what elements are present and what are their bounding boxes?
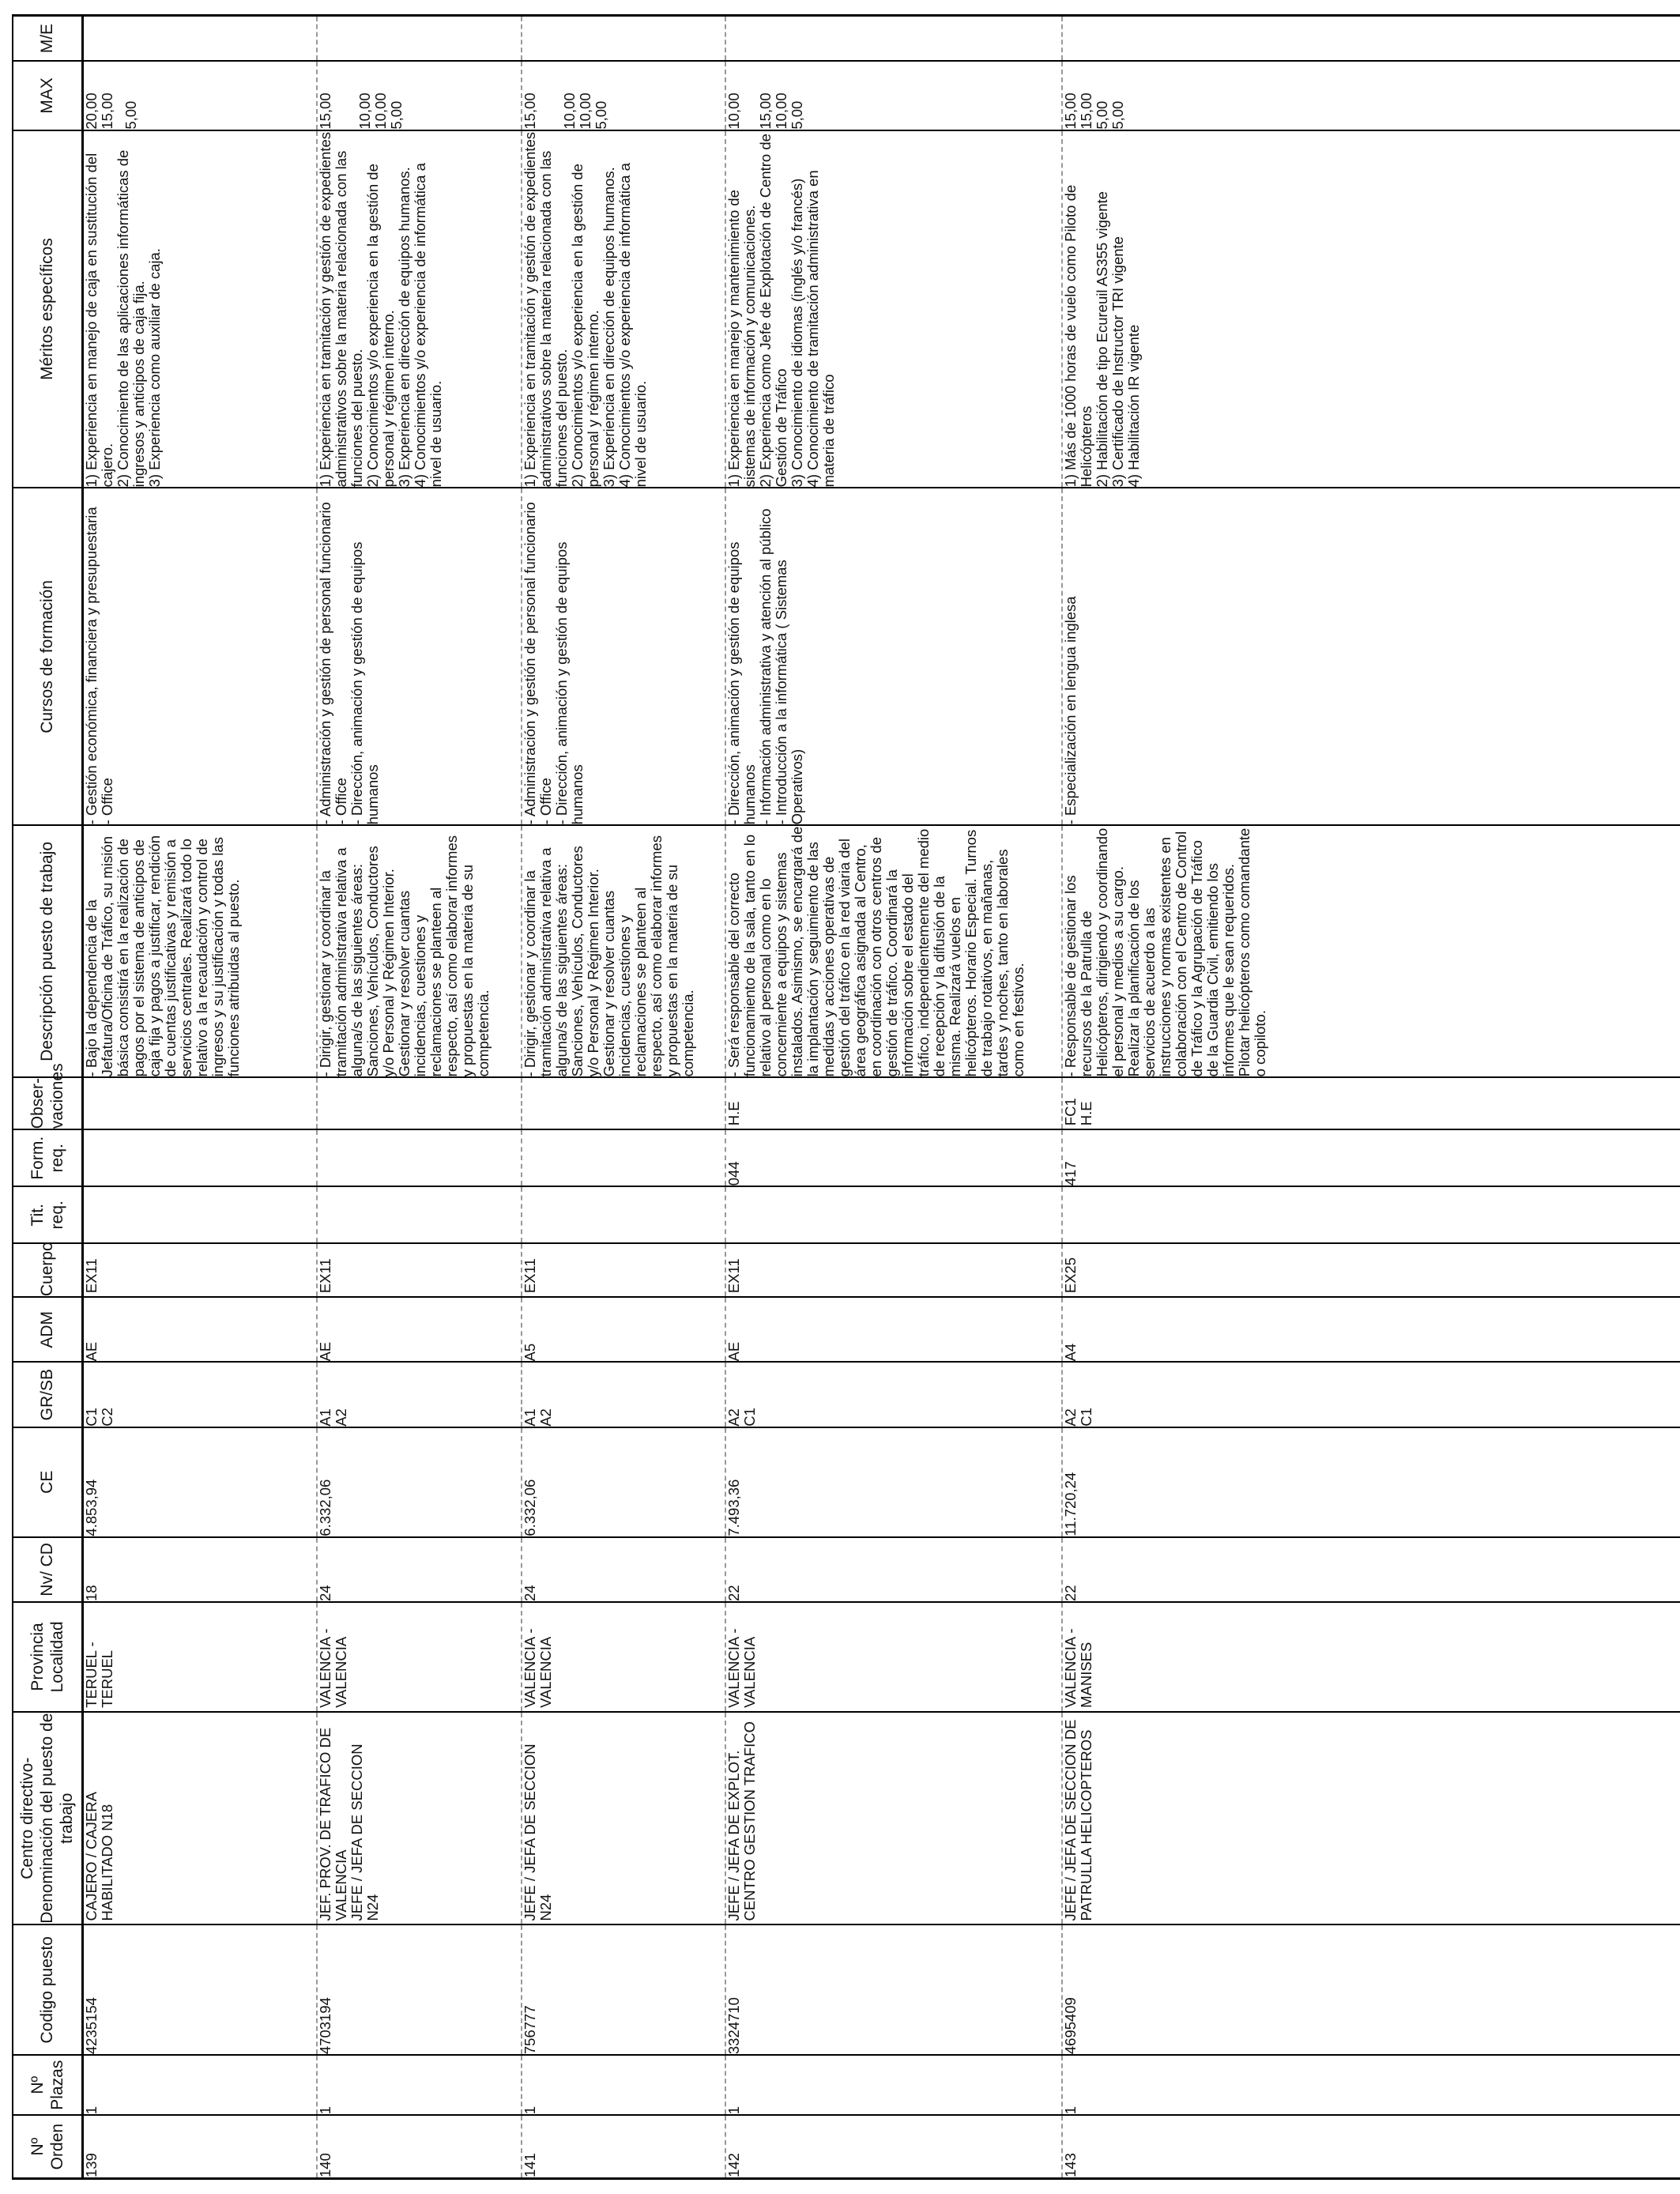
header-row	[13, 16, 82, 2179]
merito-item: 1) Más de 1000 horas de vuelo como Piloto de Helicópteros	[1061, 184, 1094, 488]
tit-cell	[82, 1186, 317, 1243]
merito-item: 3) Experiencia como auxiliar de caja.	[145, 248, 163, 488]
adm-cell: AE	[725, 1297, 1061, 1362]
codigo-cell: 4235154	[82, 1924, 317, 2055]
merito-item: 2) Conocimiento de las aplicaciones informáticas de ingresos y anticipos de caja fija.	[114, 149, 147, 488]
header-cuerpo: Cuerpo	[13, 1243, 82, 1297]
header-nvcd: Nv/ CD	[13, 1537, 82, 1602]
nvcd-cell: 22	[1062, 1537, 1680, 1602]
positions-table	[12, 14, 1680, 2180]
tit-cell	[317, 1186, 522, 1243]
orden-cell: 142	[725, 2115, 1061, 2178]
max-cell	[522, 61, 726, 130]
orden-cell: 139	[82, 2115, 317, 2178]
grsb-cell: A1 A2	[522, 1362, 726, 1427]
max-value: 15,00	[98, 92, 115, 130]
max-value: 5,00	[388, 100, 405, 130]
max-value: 20,00	[82, 92, 100, 130]
meritos-cell	[1062, 130, 1680, 488]
nvcd-cell: 22	[725, 1537, 1061, 1602]
header-descripcion: Descripción puesto de trabajo	[13, 825, 82, 1077]
descripcion-cell: - Bajo la dependencia de la Jefatura/Oficina de Tráfico, su misión básica consistirá en la realización de pagos por el sistema de anticipos de caja fija y pagos a justificar, rendición de cuentas justificativas y remisión a servicios centrales. Realizará todo lo relativo a la recaudación y control de ingresos y su justificación y todas las funciones atribuidas al puesto.	[82, 825, 317, 1077]
provincia-cell: TERUEL - TERUEL	[82, 1602, 317, 1712]
form-cell	[317, 1129, 522, 1186]
header-grsb: GR/SB	[13, 1362, 82, 1427]
header-tit: Tit. req.	[13, 1186, 82, 1243]
header-codigo: Codigo puesto	[13, 1924, 82, 2055]
max-value: 15,00	[317, 92, 334, 130]
descripcion-cell: - Responsable de gestionar los recursos de la Patrulla de Helicópteros, dirigiendo y coordinando el personal y medios a su cargo. Realizar la planificación de los servicios de acuerdo a las instrucciones y normas existentes en colaboración con el Centro de Control de Tráfico y la Agrupación de Tráfico de la Guardia Civil, emitiendo los informes que le sean requeridos. Pilotar helicópteros como comandante o copiloto.	[1062, 825, 1680, 1077]
max-value: 15,00	[757, 92, 774, 130]
merito-item: 3) Experiencia en dirección de equipos humanos.	[396, 167, 413, 488]
merito-item: 1) Experiencia en tramitación y gestión de expedientes administrativos sobre la materia relacionada con las funciones del puesto.	[317, 132, 366, 488]
max-cell	[725, 61, 1061, 130]
max-value: 5,00	[1093, 100, 1110, 130]
form-cell: 044	[725, 1129, 1061, 1186]
cursos-cell: - Administración y gestión de personal funcionario - Office - Dirección, animación y gestión de equipos humanos	[522, 488, 726, 825]
descripcion-cell: - Será responsable del correcto funcionamiento de la sala, tanto en lo relativo al personal como en lo concerniente a equipos y sistemas instalados. Asimismo, se encargará de la implantación y seguimiento de las medidas y acciones operativas de gestión del tráfico en la red viaria del área geográfica asignada al Centro, en coordinación con otros centros de gestión de tráfico. Coordinará la información sobre el estado del tráfico, independientemente del medio de recepción y la difusión de la misma. Realizará vuelos en helicópteros. Horario Especial. Turnos de trabajo rotativos, en mañanas, tardes y noches, tanto en laborales como en festivos.	[725, 825, 1061, 1077]
meritos-cell	[82, 130, 317, 488]
header-me: M/E	[13, 16, 82, 62]
max-value: 10,00	[356, 92, 374, 130]
merito-item: 3) Conocimiento de idiomas (inglés y/o francés)	[789, 178, 806, 488]
meritos-cell	[725, 130, 1061, 488]
cursos-cell: - Administración y gestión de personal funcionario - Office - Dirección, animación y gestión de equipos humanos	[317, 488, 522, 825]
max-value: 5,00	[1109, 100, 1126, 130]
header-orden: Nº Orden	[13, 2115, 82, 2178]
table-row	[1062, 16, 1680, 2179]
descripcion-cell: - Dirigir, gestionar y coordinar la tramitación administrativa relativa a alguna/s de las siguientes áreas: Sanciones, Vehículos, Conductores y/o Personal y Régimen Interior. Gestionar y resolver cuantas incidencias, cuestiones y reclamaciones se planteen al respecto, así como elaborar informes y propuestas en la materia de su competencia.	[317, 825, 522, 1077]
form-cell	[82, 1129, 317, 1186]
codigo-cell: 3324710	[725, 1924, 1061, 2055]
plazas-cell: 1	[725, 2055, 1061, 2115]
max-cell	[82, 61, 317, 130]
merito-item: 3) Certificado de Instructor TRI vigente	[1109, 236, 1126, 488]
max-value: 15,00	[521, 92, 538, 130]
tit-cell	[1062, 1186, 1680, 1243]
adm-cell: AE	[82, 1297, 317, 1362]
centro-cell	[1062, 1712, 1680, 1925]
plazas-cell: 1	[317, 2055, 522, 2115]
ce-cell: 6.332,06	[522, 1427, 726, 1537]
orden-cell: 140	[317, 2115, 522, 2178]
ce-cell: 4.853,94	[82, 1427, 317, 1537]
header-max: MAX	[13, 61, 82, 130]
max-value: 5,00	[592, 100, 609, 130]
header-centro: Centro directivo- Denominación del puesto de trabajo	[13, 1712, 82, 1925]
table-row	[522, 16, 726, 2179]
merito-item: 1) Experiencia en tramitación y gestión de expedientes administrativos sobre la materia relacionada con las funciones del puesto.	[521, 132, 570, 488]
merito-item: 4) Conocimientos y/o experiencia de informática a nivel de usuario.	[616, 163, 649, 488]
cursos-cell: - Especialización en lengua inglesa	[1062, 488, 1680, 825]
form-cell	[522, 1129, 726, 1186]
plazas-cell: 1	[522, 2055, 726, 2115]
provincia-cell: VALENCIA - VALENCIA	[522, 1602, 726, 1712]
ce-cell: 11.720,24	[1062, 1427, 1680, 1537]
puesto-text: JEFE / JEFA DE SECCION DE PATRULLA HELICOPTEROS	[1061, 1719, 1094, 1921]
ce-cell: 6.332,06	[317, 1427, 522, 1537]
max-value: 10,00	[372, 92, 390, 130]
merito-item: 2) Conocimientos y/o experiencia en la gestión de personal y régimen interno.	[364, 164, 397, 488]
orden-cell: 143	[1062, 2115, 1680, 2178]
header-provincia: Provincia Localidad	[13, 1602, 82, 1712]
max-value: 5,00	[789, 100, 806, 130]
adm-cell: AE	[317, 1297, 522, 1362]
plazas-cell: 1	[82, 2055, 317, 2115]
merito-item: 1) Experiencia en manejo de caja en sustitución del cajero.	[82, 153, 115, 488]
tit-cell	[522, 1186, 726, 1243]
me-cell	[1062, 16, 1680, 62]
puesto-text: JEFE / JEFA DE SECCION N24	[521, 1744, 554, 1921]
merito-item: 4) Conocimiento de tramitación administrativa en materia de tráfico	[804, 170, 838, 488]
max-value: 10,00	[725, 92, 743, 130]
cursos-cell: - Dirección, animación y gestión de equipos humanos - Información administrativa y atención al público - Introducción a la informática ( Sistemas Operativos)	[725, 488, 1061, 825]
header-ce: CE	[13, 1427, 82, 1537]
merito-item: 4) Conocimientos y/o experiencia de informática a nivel de usuario.	[412, 163, 445, 488]
centro-header-text: JEF. PROV. DE TRAFICO DE VALENCIA	[317, 1727, 350, 1921]
cuerpo-cell: EX11	[82, 1243, 317, 1297]
header-obs: Obser- vaciones	[13, 1077, 82, 1129]
meritos-cell	[522, 130, 726, 488]
cuerpo-cell: EX11	[522, 1243, 726, 1297]
merito-item: 1) Experiencia en manejo y mantenimiento de sistemas de información y comunicaciones.	[725, 190, 759, 488]
nvcd-cell: 24	[317, 1537, 522, 1602]
max-cell	[317, 61, 522, 130]
centro-cell	[725, 1712, 1061, 1925]
grsb-cell: A1 A2	[317, 1362, 522, 1427]
ce-cell: 7.493,36	[725, 1427, 1061, 1537]
max-value: 10,00	[773, 92, 790, 130]
grsb-cell: C1 C2	[82, 1362, 317, 1427]
grsb-cell: A2 C1	[1062, 1362, 1680, 1427]
codigo-cell: 756777	[522, 1924, 726, 2055]
merito-item: 4) Habilitación IR vigente	[1124, 324, 1142, 488]
tit-cell	[725, 1186, 1061, 1243]
me-cell	[317, 16, 522, 62]
me-cell	[522, 16, 726, 62]
obs-cell: FC1 H.E	[1062, 1077, 1680, 1129]
provincia-cell: VALENCIA - VALENCIA	[317, 1602, 522, 1712]
max-value: 15,00	[1077, 92, 1094, 130]
cuerpo-cell: EX11	[317, 1243, 522, 1297]
centro-cell	[82, 1712, 317, 1925]
max-value: 10,00	[576, 92, 593, 130]
centro-cell	[317, 1712, 522, 1925]
cuerpo-cell: EX25	[1062, 1243, 1680, 1297]
max-value: 15,00	[1061, 92, 1079, 130]
obs-cell	[522, 1077, 726, 1129]
header-meritos: Méritos específicos	[13, 130, 82, 488]
header-plazas: Nº Plazas	[13, 2055, 82, 2115]
plazas-cell: 1	[1062, 2055, 1680, 2115]
cuerpo-cell: EX11	[725, 1243, 1061, 1297]
form-cell: 417	[1062, 1129, 1680, 1186]
codigo-cell: 4695409	[1062, 1924, 1680, 2055]
obs-cell	[82, 1077, 317, 1129]
me-cell	[725, 16, 1061, 62]
orden-cell: 141	[522, 2115, 726, 2178]
header-form: Form. req.	[13, 1129, 82, 1186]
max-cell	[1062, 61, 1680, 130]
puesto-text: CAJERO / CAJERA HABILITADO N18	[82, 1793, 115, 1921]
adm-cell: A4	[1062, 1297, 1680, 1362]
table-row	[82, 16, 317, 2179]
obs-cell: H.E	[725, 1077, 1061, 1129]
adm-cell: A5	[522, 1297, 726, 1362]
provincia-cell: VALENCIA - VALENCIA	[725, 1602, 1061, 1712]
me-cell	[82, 16, 317, 62]
provincia-cell: VALENCIA - MANISES	[1062, 1602, 1680, 1712]
meritos-cell	[317, 130, 522, 488]
max-value: 5,00	[122, 100, 139, 130]
cursos-cell: - Gestión económica, financiera y presupuestaria - Office	[82, 488, 317, 825]
puesto-text: JEFE / JEFA DE SECCION N24	[348, 1744, 382, 1921]
table-row	[725, 16, 1061, 2179]
header-cursos: Cursos de formación	[13, 488, 82, 825]
codigo-cell: 4703194	[317, 1924, 522, 2055]
obs-cell	[317, 1077, 522, 1129]
table-row	[317, 16, 522, 2179]
merito-item: 2) Conocimientos y/o experiencia en la gestión de personal y régimen interno.	[568, 164, 601, 488]
nvcd-cell: 18	[82, 1537, 317, 1602]
merito-item: 2) Habilitación de tipo Ecureuil AS355 vigente	[1093, 191, 1110, 488]
merito-item: 2) Experiencia como Jefe de Explotación de Centro de Gestión de Tráfico	[757, 134, 790, 488]
header-adm: ADM	[13, 1297, 82, 1362]
grsb-cell: A2 C1	[725, 1362, 1061, 1427]
descripcion-cell: - Dirigir, gestionar y coordinar la tramitación administrativa relativa a alguna/s de las siguientes áreas: Sanciones, Vehículos, Conductores y/o Personal y Régimen Interior. Gestionar y resolver cuantas incidencias, cuestiones y reclamaciones se planteen al respecto, así como elaborar informes y propuestas en la materia de su competencia.	[522, 825, 726, 1077]
centro-cell	[522, 1712, 726, 1925]
puesto-text: JEFE / JEFA DE EXPLOT. CENTRO GESTION TRAFICO	[725, 1721, 759, 1921]
nvcd-cell: 24	[522, 1537, 726, 1602]
max-value: 10,00	[560, 92, 578, 130]
merito-item: 3) Experiencia en dirección de equipos humanos.	[600, 167, 617, 488]
